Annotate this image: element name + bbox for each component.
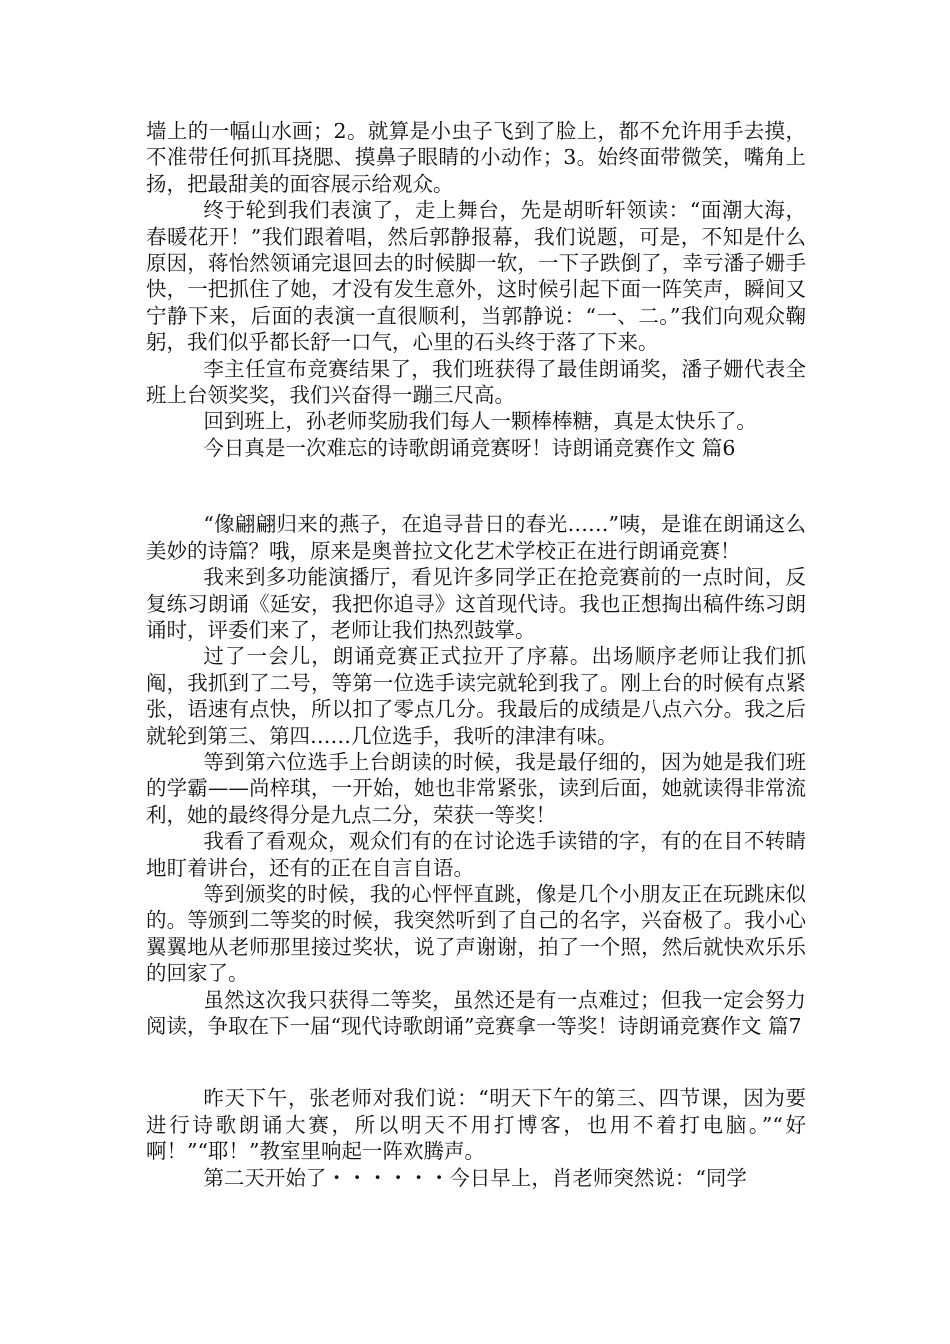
paragraph-6: “像翩翩归来的燕子，在追寻昔日的春光……”咦，是谁在朗诵这么美妙的诗篇？哦，原来是奥普拉文化艺术学校正在进行朗诵竞赛！ <box>146 512 806 563</box>
paragraph-3: 李主任宣布竞赛结果了，我们班获得了最佳朗诵奖，潘子姗代表全班上台领奖奖，我们兴奋得一蹦三尺高。 <box>146 356 806 408</box>
paragraph-8: 过了一会儿，朗诵竞赛正式拉开了序幕。出场顺序老师让我们抓阄，我抓到了二号，等第一位选手读完就轮到我了。刚上台的时候有点紧张，语速有点快，所以扣了零点几分。我最后的成绩是八点六分。我之后就轮到第三、第四……几位选手，我听的津津有味。 <box>146 644 806 748</box>
document-body <box>146 118 806 1191</box>
paragraph-7: 我来到多功能演播厅，看见许多同学正在抢竞赛前的一点时间，反复练习朗诵《延安，我把你追寻》这首现代诗。我也正想掏出稿件练习朗诵时，评委们来了，老师让我们热烈鼓掌。 <box>146 565 806 642</box>
section-spacer <box>146 461 806 511</box>
section-heading-7: 虽然这次我只获得二等奖，虽然还是有一点难过；但我一定会努力阅读，争取在下一届“现代诗歌朗诵”竞赛拿一等奖！诗朗诵竞赛作文 篇7 <box>146 987 806 1038</box>
paragraph-9: 等到第六位选手上台朗读的时候，我是最仔细的，因为她是我们班的学霸——尚梓琪，一开始，她也非常紧张，读到后面，她就读得非常流利，她的最终得分是九点二分，荣获一等奖！ <box>146 749 806 827</box>
paragraph-13: 昨天下午，张老师对我们说：“明天下午的第三、四节课，因为要进行诗歌朗诵大赛，所以明天不用打博客，也用不着打电脑。”“好啊！”“耶！”教室里响起一阵欢腾声。 <box>146 1086 806 1164</box>
section-heading-6: 今日真是一次难忘的诗歌朗诵竞赛呀！诗朗诵竞赛作文 篇6 <box>203 435 736 460</box>
paragraph-10: 我看了看观众，观众们有的在讨论选手读错的字，有的在目不转睛地盯着讲台，还有的正在自言自语。 <box>146 829 806 880</box>
paragraph-2: 终于轮到我们表演了，走上舞台，先是胡昕轩领读：“面潮大海，春暖花开！”我们跟着唱，然后郭静报幕，我们说题，可是，不知是什么原因，蒋怡然领诵完退回去的时候脚一软，一下子跌倒了，幸亏潘子姗手快，一把抓住了她，才没有发生意外，这时候引起下面一阵笑声，瞬间又宁静下来，后面的表演一直很顺利，当郭静说：“一、二。”我们向观众鞠躬，我们似乎都长舒一口气，心里的石头终于落了下来。 <box>146 198 806 355</box>
paragraph-14: 第二天开始了・・・・・・今日早上，肖老师突然说：“同学 <box>203 1165 747 1190</box>
paragraph-11: 等到颁奖的时候，我的心怦怦直跳，像是几个小朋友正在玩跳床似的。等颁到二等奖的时候，我突然听到了自己的名字，兴奋极了。我小心翼翼地从老师那里接过奖状，说了声谢谢，拍了一个照，然后就快欢乐乐的回家了。 <box>146 881 806 986</box>
paragraph-1: 墙上的一幅山水画；2。就算是小虫子飞到了脸上，都不允许用手去摸，不准带任何抓耳挠腮、摸鼻子眼睛的小动作；3。始终面带微笑，嘴角上扬，把最甜美的面容展示给观众。 <box>146 119 806 196</box>
section-spacer <box>146 1039 806 1085</box>
paragraph-4: 回到班上，孙老师奖励我们每人一颗棒棒糖，真是太快乐了。 <box>203 409 757 434</box>
